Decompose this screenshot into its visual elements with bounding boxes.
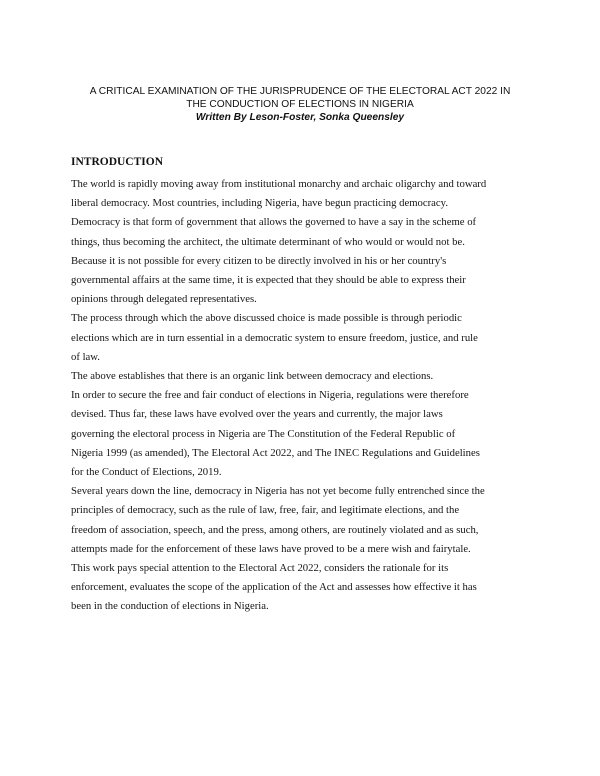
body-line: for the Conduct of Elections, 2019. — [71, 466, 222, 479]
body-line: liberal democracy. Most countries, including Nigeria, have begun practicing democracy. — [71, 197, 448, 210]
body-line: The process through which the above discussed choice is made possible is through periodic — [71, 312, 462, 325]
body-line: enforcement, evaluates the scope of the application of the Act and assesses how effective it has — [71, 581, 477, 594]
body-line: opinions through delegated representatives. — [71, 293, 257, 306]
author-byline: Written By Leson-Foster, Sonka Queensley — [195, 112, 405, 123]
body-line: Because it is not possible for every citizen to be directly involved in his or her country's — [71, 254, 447, 267]
body-line: of law. — [71, 350, 100, 363]
document-title-line-2: THE CONDUCTION OF ELECTIONS IN NIGERIA — [186, 99, 414, 110]
body-line: Nigeria 1999 (as amended), The Electoral Act 2022, and The INEC Regulations and Guidelines — [71, 446, 480, 459]
section-heading-introduction: INTRODUCTION — [71, 156, 164, 168]
body-line: The above establishes that there is an organic link between democracy and elections. — [71, 370, 434, 383]
body-line: elections which are in turn essential in a democratic system to ensure freedom, justice, and rule — [71, 331, 478, 344]
body-line: attempts made for the enforcement of these laws have proved to be a mere wish and fairytale. — [71, 542, 471, 555]
body-line: freedom of association, speech, and the press, among others, are routinely violated and as such, — [71, 523, 479, 536]
body-line: been in the conduction of elections in Nigeria. — [71, 600, 269, 613]
body-line: The world is rapidly moving away from institutional monarchy and archaic oligarchy and toward — [71, 178, 487, 190]
title-block — [60, 85, 540, 124]
body-line: In order to secure the free and fair conduct of elections in Nigeria, regulations were therefore — [71, 389, 469, 402]
introduction-body — [71, 175, 541, 617]
body-line: Democracy is that form of government that allows the governed to have a say in the scheme of — [71, 216, 477, 229]
body-line: things, thus becoming the architect, the ultimate determinant of who would or would not be. — [71, 235, 465, 248]
document-title-line-1: A CRITICAL EXAMINATION OF THE JURISPRUDENCE OF THE ELECTORAL ACT 2022 IN — [89, 86, 511, 97]
body-line: Several years down the line, democracy in Nigeria has not yet become fully entrenched since the — [71, 485, 485, 498]
body-line: devised. Thus far, these laws have evolved over the years and currently, the major laws — [71, 408, 443, 421]
body-line: governmental affairs at the same time, it is expected that they should be able to express their — [71, 274, 466, 287]
body-line: governing the electoral process in Nigeria are The Constitution of the Federal Republic of — [71, 427, 456, 440]
body-line: principles of democracy, such as the rule of law, free, fair, and legitimate elections, and the — [71, 504, 460, 517]
body-line: This work pays special attention to the Electoral Act 2022, considers the rationale for its — [71, 562, 449, 575]
